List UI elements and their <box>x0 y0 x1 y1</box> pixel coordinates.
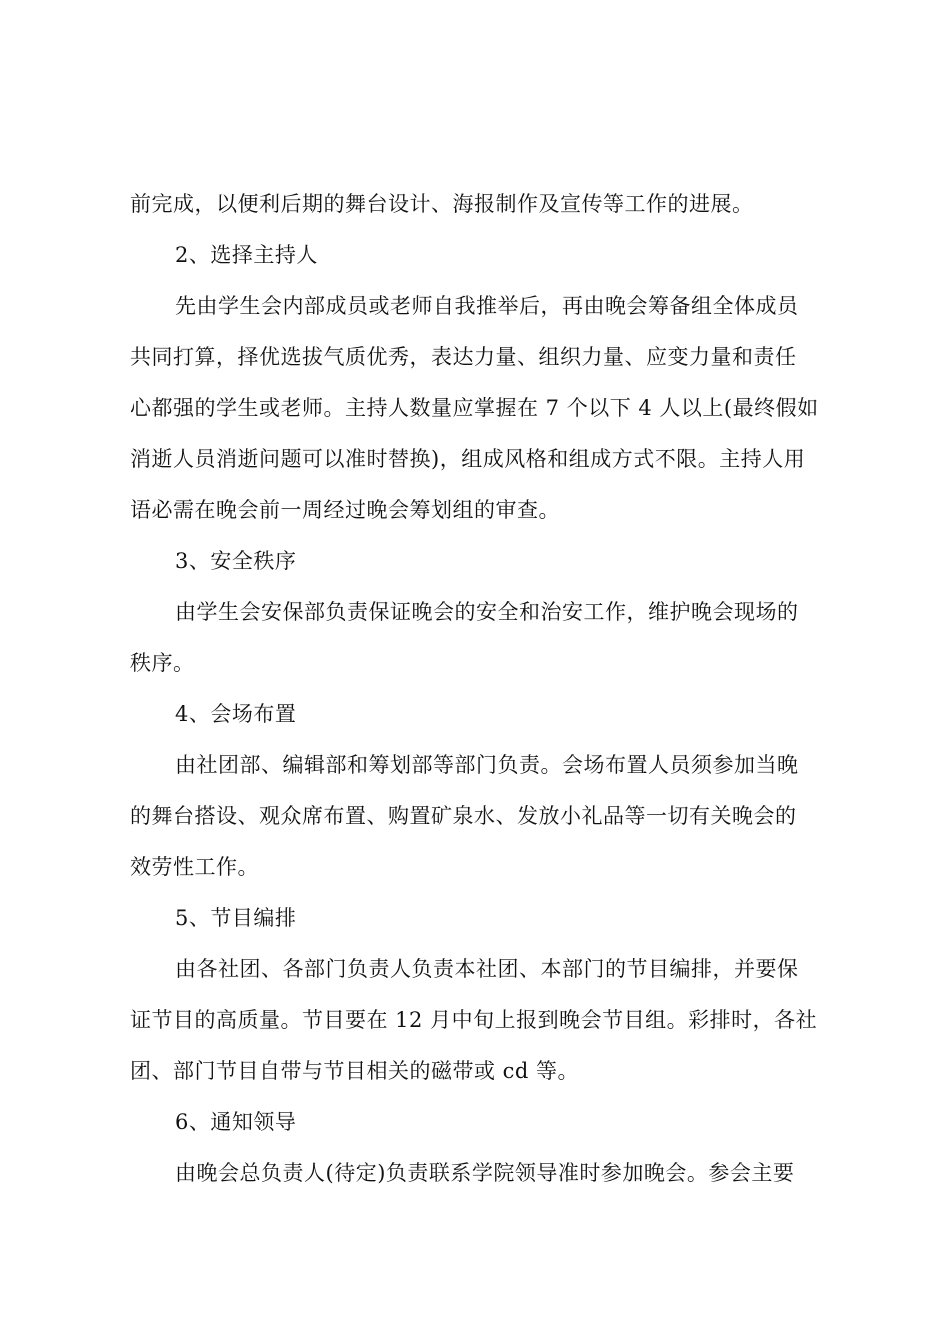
paragraph-line: 先由学生会内部成员或老师自我推举后，再由晚会筹备组全体成员 <box>175 294 799 318</box>
paragraph-line: 由各社团、各部门负责人负责本社团、本部门的节目编排，并要保 <box>175 957 799 981</box>
section-heading: 4、会场布置 <box>175 702 297 726</box>
paragraph-line: 团、部门节目自带与节目相关的磁带或 cd 等。 <box>130 1059 580 1083</box>
paragraph-line: 语必需在晚会前一周经过晚会筹划组的审查。 <box>130 498 560 522</box>
paragraph-line: 效劳性工作。 <box>130 855 259 879</box>
paragraph-line: 由晚会总负责人(待定)负责联系学院领导准时参加晚会。参会主要 <box>175 1161 795 1185</box>
paragraph-line: 由学生会安保部负责保证晚会的安全和治安工作，维护晚会现场的 <box>175 600 799 624</box>
paragraph-line: 共同打算，择优选拔气质优秀，表达力量、组织力量、应变力量和责任 <box>130 345 797 369</box>
paragraph-line: 的舞台搭设、观众席布置、购置矿泉水、发放小礼品等一切有关晚会的 <box>130 804 797 828</box>
paragraph-line: 由社团部、编辑部和筹划部等部门负责。会场布置人员须参加当晚 <box>175 753 799 777</box>
paragraph-line: 消逝人员消逝问题可以准时替换)，组成风格和组成方式不限。主持人用 <box>130 447 806 471</box>
section-heading: 2、选择主持人 <box>175 243 318 267</box>
section-heading: 3、安全秩序 <box>175 549 297 573</box>
paragraph-line: 心都强的学生或老师。主持人数量应掌握在 7 个以下 4 人以上(最终假如 <box>130 396 819 420</box>
section-heading: 5、节目编排 <box>175 906 297 930</box>
paragraph-line: 证节目的高质量。节目要在 12 月中旬上报到晚会节目组。彩排时，各社 <box>130 1008 818 1032</box>
section-heading: 6、通知领导 <box>175 1110 297 1134</box>
paragraph-line: 秩序。 <box>130 651 195 675</box>
paragraph-line: 前完成，以便利后期的舞台设计、海报制作及宣传等工作的进展。 <box>130 192 754 216</box>
